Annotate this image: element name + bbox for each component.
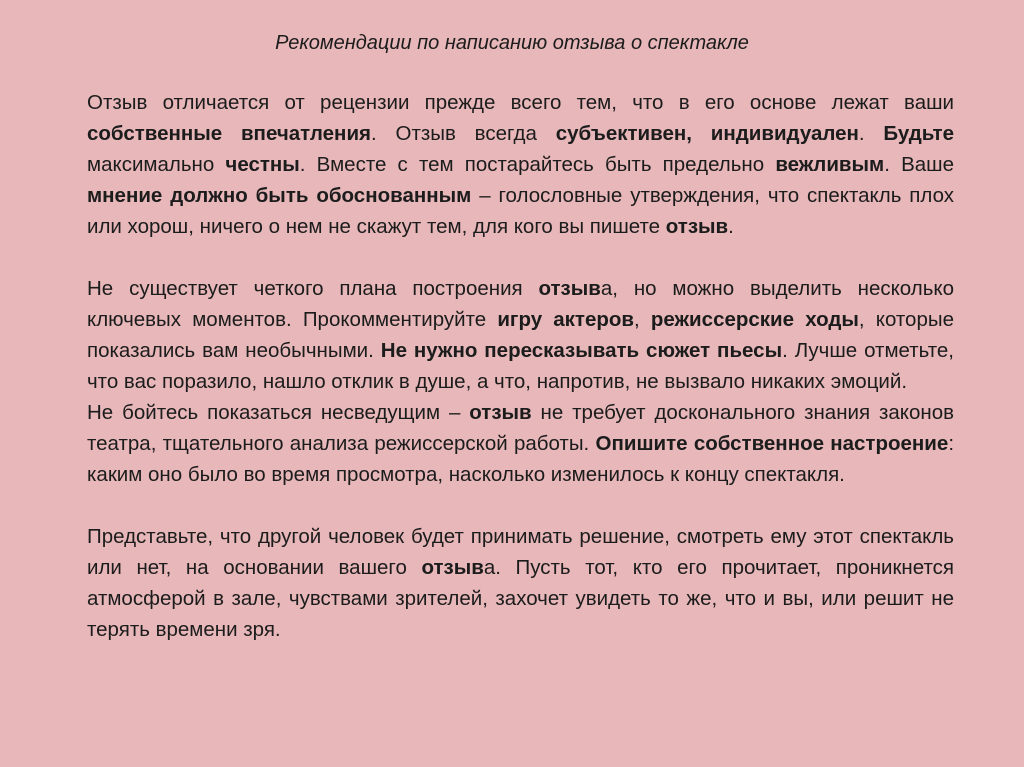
- text-run: Не существует четкого плана построения: [87, 277, 539, 300]
- text-run: не требует досконального знания законов театра, тщательного анализа режиссерской работы.: [87, 401, 954, 455]
- text-run: Отзыв отличается от рецензии прежде всего тем, что в его основе лежат ваши: [87, 91, 954, 114]
- bold-text: вежливым: [775, 153, 885, 176]
- bold-text: честны: [225, 153, 300, 176]
- bold-text: собственные впечатления: [87, 122, 372, 145]
- paragraph-4: [87, 521, 954, 645]
- paragraph-3: [87, 397, 954, 490]
- text-run: а, но можно выделить несколько ключевых моментов. Прокомментируйте: [87, 277, 954, 331]
- paragraph-gap: [87, 242, 954, 273]
- text-run: .: [728, 215, 734, 238]
- text-run: а. Пусть тот, кто его прочитает, проникнется атмосферой в зале, чувствами зрителей, захочет увидеть то же, что и вы, или решит не терять времени зря.: [87, 556, 954, 641]
- body-text: [87, 87, 954, 645]
- bold-text: отзыв: [421, 556, 484, 579]
- bold-text: режиссерские ходы: [650, 308, 859, 331]
- bold-text: отзыв: [538, 277, 601, 300]
- bold-text: отзыв: [469, 401, 532, 424]
- paragraph-gap: [87, 490, 954, 521]
- bold-text: игру актеров: [497, 308, 635, 331]
- page-title: Рекомендации по написанию отзыва о спектакле: [275, 32, 749, 54]
- bold-text: Не нужно пересказывать сюжет пьесы: [380, 339, 783, 362]
- text-run: . Ваше: [884, 153, 954, 176]
- paragraph-1: [87, 87, 954, 242]
- bold-text: Опишите собственное настроение: [595, 432, 949, 455]
- text-run: максимально: [87, 153, 226, 176]
- text-run: , которые показались вам необычными.: [87, 308, 954, 362]
- text-run: . Отзыв всегда: [371, 122, 556, 145]
- bold-text: мнение должно быть обоснованным: [87, 184, 472, 207]
- text-run: : каким оно было во время просмотра, насколько изменилось к концу спектакля.: [87, 432, 955, 486]
- text-run: . Вместе с тем постарайтесь быть предельно: [299, 153, 776, 176]
- text-run: Представьте, что другой человек будет принимать решение, смотреть ему этот спектакль или нет, на основании вашего: [87, 525, 954, 579]
- paragraph-2: [87, 273, 954, 397]
- text-run: ,: [634, 308, 651, 331]
- text-run: Не бойтесь показаться несведущим –: [87, 401, 470, 424]
- bold-text: Будьте: [883, 122, 954, 145]
- text-run: – голословные утверждения, что спектакль плох или хорош, ничего о нем не скажут тем, для кого вы пишете: [87, 184, 954, 238]
- bold-text: субъективен, индивидуален: [555, 122, 859, 145]
- bold-text: отзыв: [665, 215, 729, 238]
- text-run: .: [858, 122, 884, 145]
- text-run: . Лучше отметьте, что вас поразило, нашло отклик в душе, а что, напротив, не вызвало никаких эмоций.: [87, 339, 954, 393]
